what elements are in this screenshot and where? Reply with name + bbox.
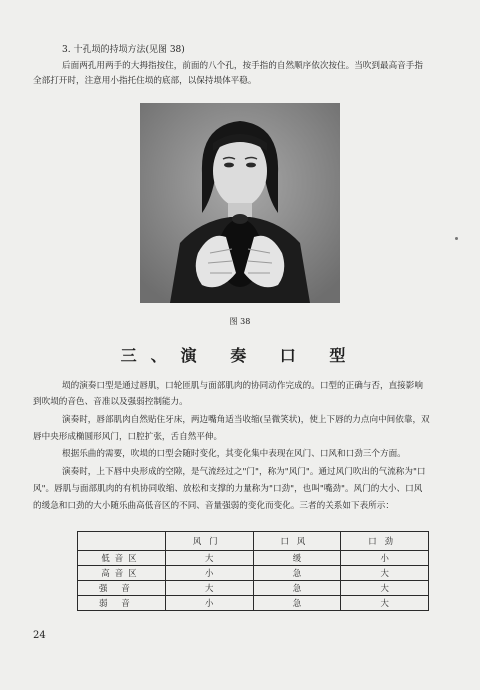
table-row-label: 弱音 [78,596,166,611]
body-line: 后面两孔用两手的大拇指按住，前面的八个孔，按手指的自然顺序依次按住。当吹到最高音手指 [62,61,423,71]
table-cell: 缓 [253,551,341,566]
body-line: 埙的演奏口型是通过唇肌，口轮匝肌与面部肌肉的协同动作完成的。口型的正确与否，直接影响 [62,381,423,391]
body-line: 演奏时，上下唇中央形成的空隙，是气流经过之"门"，称为"风门"。通过风门吹出的气流称为"口 [62,467,426,477]
page-number: 24 [33,630,46,641]
table-header-cell: 风门 [165,532,253,551]
table-cell: 急 [253,596,341,611]
body-line: 根据乐曲的需要，吹埙的口型会随时变化，其变化集中表现在风门、口风和口劲三个方面。 [62,449,406,459]
body-line: 唇中央形成椭圆形风门，口腔扩张，舌自然平伸。 [33,432,223,442]
table-row-label: 低音区 [78,551,166,566]
table-cell: 大 [341,581,429,596]
table-cell: 大 [341,566,429,581]
table-row-label: 强音 [78,581,166,596]
table-cell: 大 [165,581,253,596]
relationship-table [77,531,429,611]
body-line: 到吹埙的音色、音准以及强弱控制能力。 [33,397,188,407]
table-cell: 急 [253,566,341,581]
body-line: 演奏时，唇部肌肉自然贴住牙床，两边嘴角适当收缩(呈微笑状)，使上下唇的力点向中间依靠，双 [62,415,430,425]
person-holding-xun-photo [140,103,340,303]
table-cell: 小 [165,596,253,611]
table-row-label: 高音区 [78,566,166,581]
table-cell: 大 [341,596,429,611]
table-cell: 大 [165,551,253,566]
table-header-row [78,532,429,551]
table-row [78,551,429,566]
table-cell: 小 [341,551,429,566]
body-line: 的缓急和口劲的大小随乐曲高低音区的不同、音量强弱的变化而变化。三者的关系如下表所示： [33,501,394,511]
section-heading: 3. 十孔埙的持埙方法(见图 38) [62,45,185,55]
table-row [78,566,429,581]
table-row [78,581,429,596]
table-header-cell [78,532,166,551]
table-cell: 急 [253,581,341,596]
table-row [78,596,429,611]
table-header-cell: 口劲 [341,532,429,551]
figure-caption: 图 38 [229,317,251,326]
table-cell: 小 [165,566,253,581]
scan-speck [455,237,458,240]
figure-photo [140,103,340,303]
table-header-cell: 口风 [253,532,341,551]
body-line: 全部打开时，注意用小指托住埙的底部，以保持埙体平稳。 [33,76,257,86]
chapter-title: 三、演 奏 口 型 [120,346,360,365]
body-line: 风"。唇肌与面部肌肉的有机协同收缩、放松和支撑的力量称为"口劲"，也叫"嘴劲"。风门的大小、口风 [33,484,423,494]
